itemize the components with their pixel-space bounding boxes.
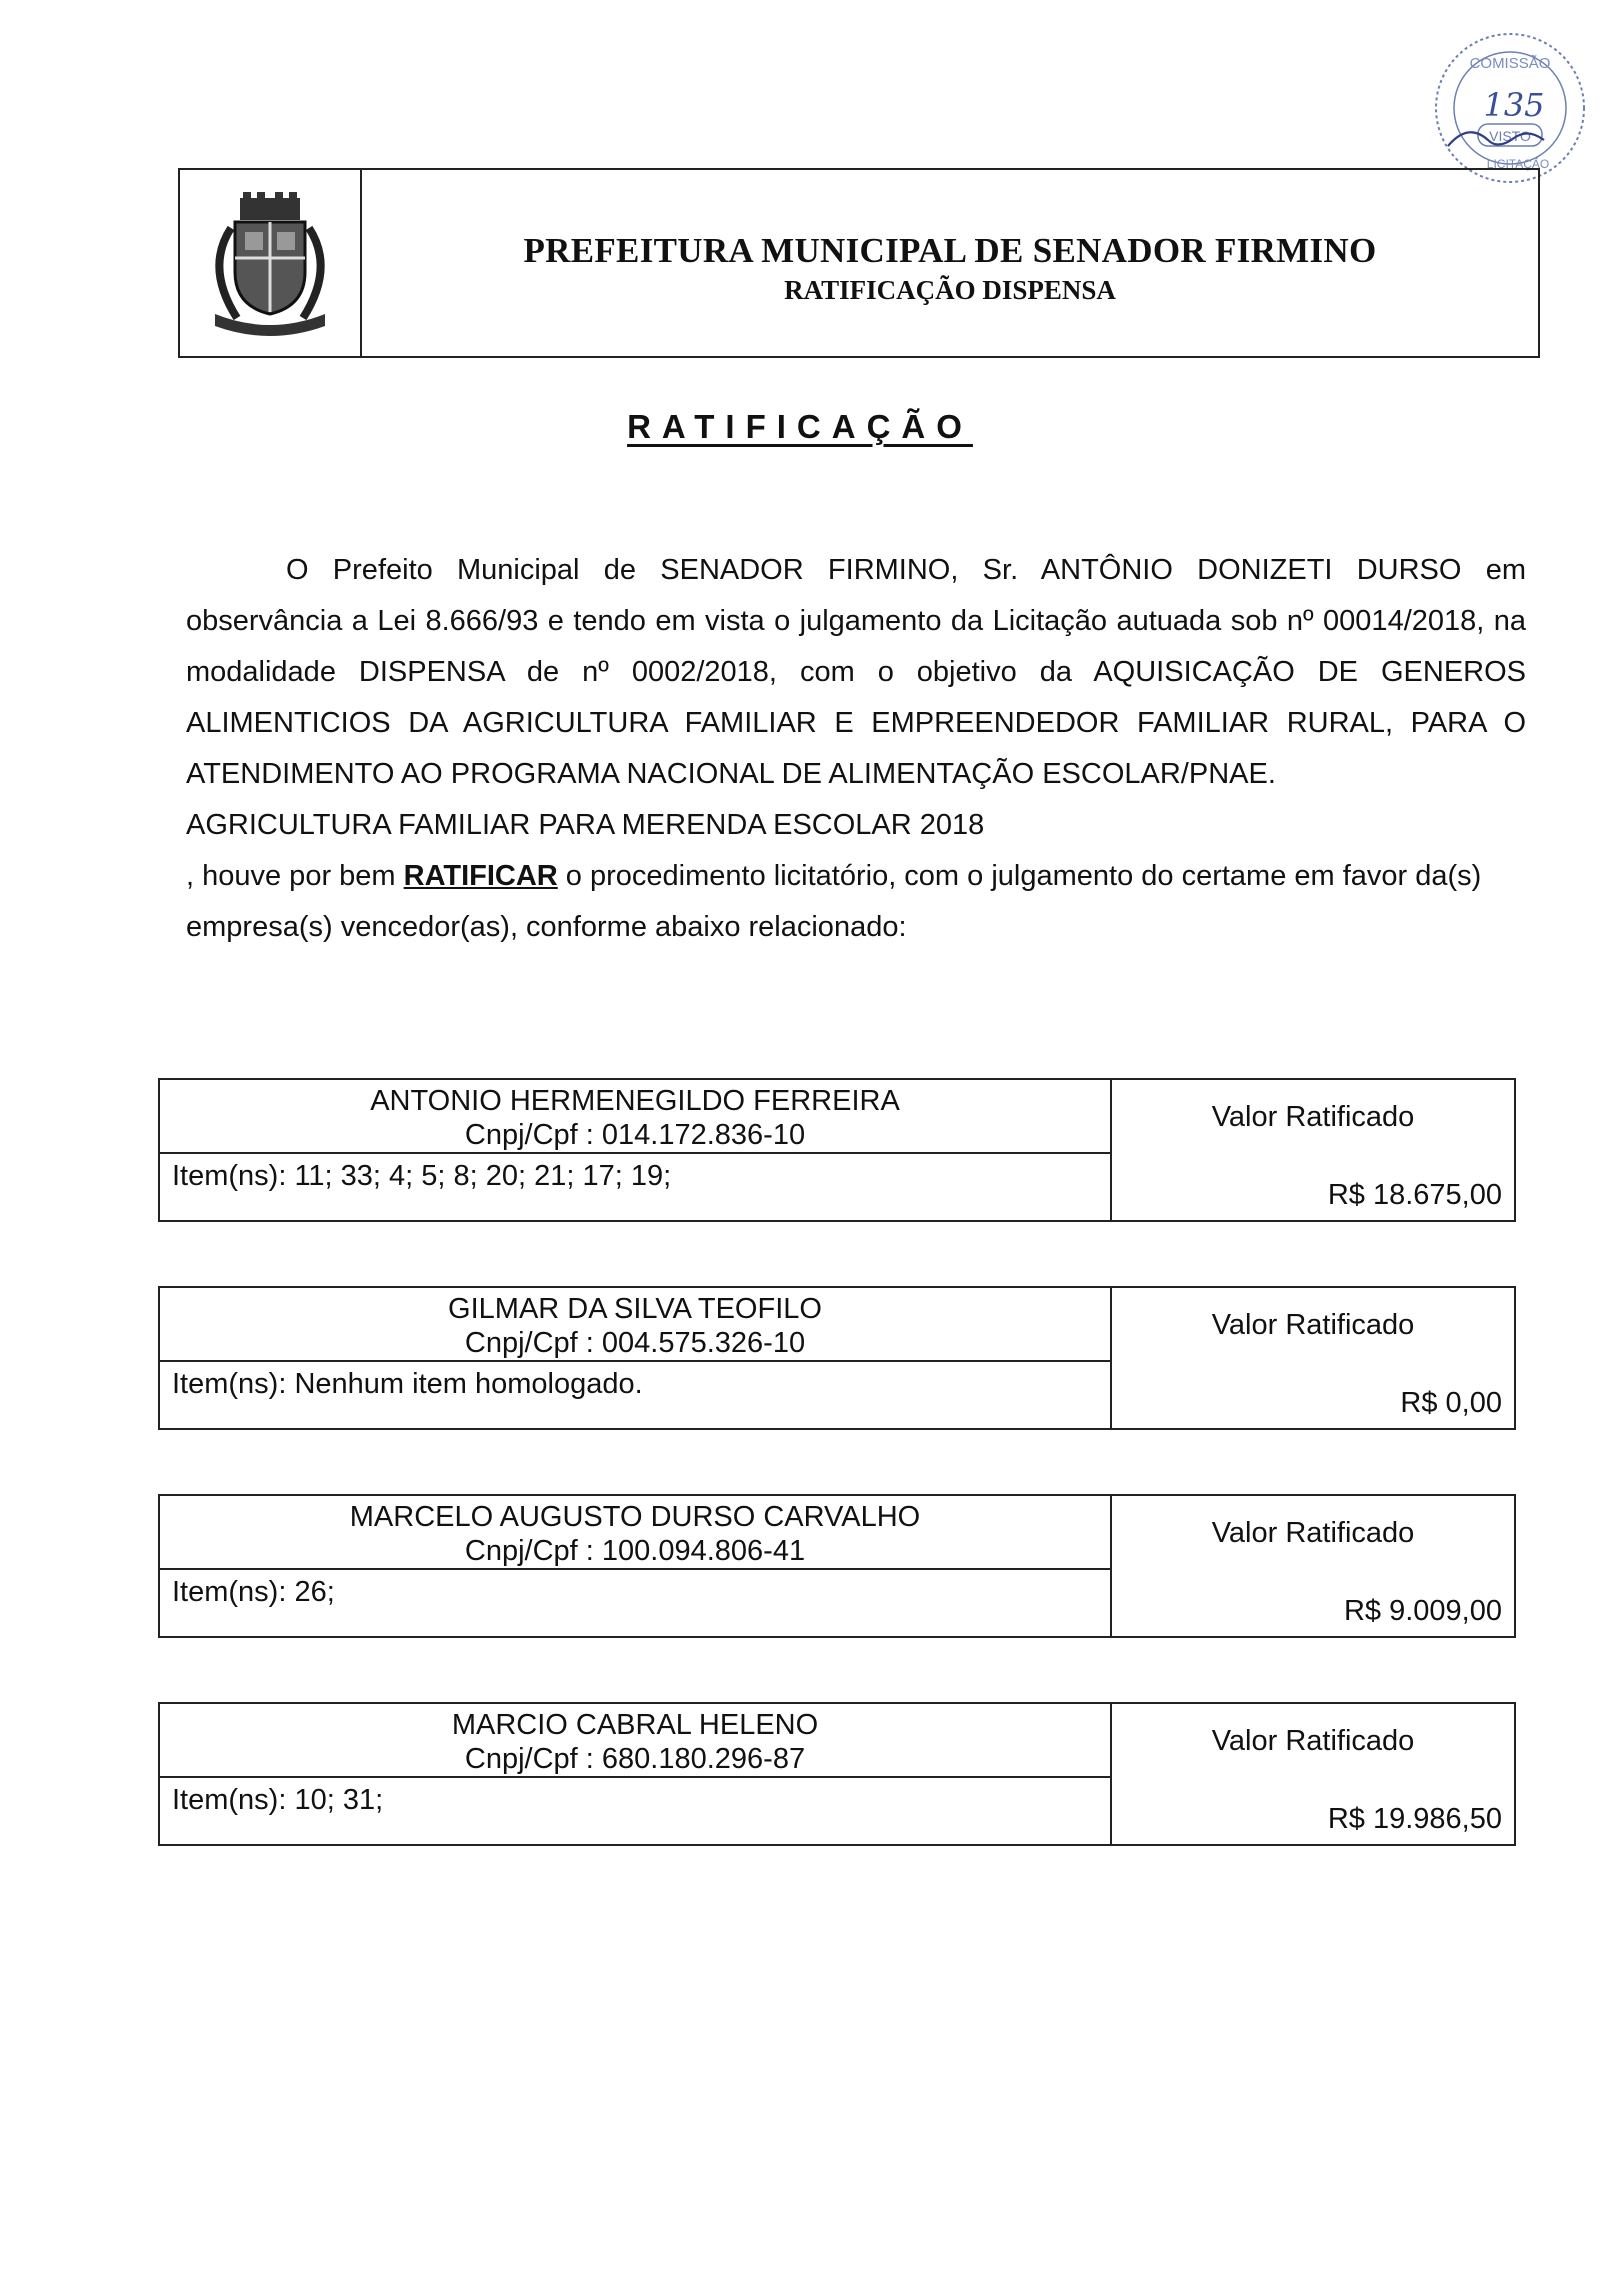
ratificar-keyword: RATIFICAR <box>403 860 558 892</box>
ratified-value: R$ 19.986,50 <box>1327 1803 1502 1835</box>
winner-items: Item(ns): Nenhum item homologado. <box>160 1362 1112 1428</box>
ratification-statement-end: o procedimento licitatório, com o julgamento do certame em favor da(s) empresa(s) vencedor(as), conforme abaixo relacionado: <box>186 860 1482 943</box>
stamp-page-number: 135 <box>1483 86 1545 124</box>
winner-table <box>158 1078 1516 1222</box>
winner-name: ANTONIO HERMENEGILDO FERREIRA <box>370 1085 900 1117</box>
municipality-title: PREFEITURA MUNICIPAL DE SENADOR FIRMINO <box>523 230 1377 270</box>
document-body <box>186 545 1526 953</box>
value-label: Valor Ratificado <box>1211 1724 1415 1757</box>
winner-cnpj: Cnpj/Cpf : 014.172.836-10 <box>464 1119 806 1151</box>
stamp-top-text: COMISSÃO <box>1469 55 1551 72</box>
winner-name-cell <box>160 1496 1112 1570</box>
winner-items: Item(ns): 10; 31; <box>160 1778 1112 1844</box>
winner-items: Item(ns): 11; 33; 4; 5; 8; 20; 21; 17; 19; <box>160 1154 1112 1220</box>
winner-cnpj: Cnpj/Cpf : 004.575.326-10 <box>464 1327 806 1359</box>
value-label: Valor Ratificado <box>1211 1516 1415 1549</box>
municipal-crest-cell <box>180 170 362 356</box>
ratification-statement <box>186 851 1526 953</box>
winner-table <box>158 1286 1516 1430</box>
commission-stamp <box>1430 28 1590 188</box>
winner-cnpj: Cnpj/Cpf : 100.094.806-41 <box>464 1535 806 1567</box>
winner-name: MARCELO AUGUSTO DURSO CARVALHO <box>349 1501 921 1533</box>
stamp-visto: VISTO <box>1489 128 1531 144</box>
ratification-statement-start: , houve por bem <box>186 860 404 892</box>
document-title <box>0 408 1600 446</box>
winner-name: GILMAR DA SILVA TEOFILO <box>448 1293 822 1325</box>
ratification-paragraph: O Prefeito Municipal de SENADOR FIRMINO, Sr. ANTÔNIO DONIZETI DURSO em observância a Lei 8.666/93 e tendo em vista o julgamento da Licitação autuada sob nº 00014/2018, na modalidade DISPENSA de nº 0002/2018, com o objetivo da AQUISICAÇÃO DE GENEROS ALIMENTICIOS DA AGRICULTURA FAMILIAR E EMPREENDEDOR FAMILIAR RURAL, PARA O ATENDIMENTO AO PROGRAMA NACIONAL DE ALIMENTAÇÃO ESCOLAR/PNAE. <box>186 554 1526 790</box>
document-title-text: RATIFICAÇÃO <box>627 408 973 445</box>
winner-name-cell <box>160 1288 1112 1362</box>
document-type-subtitle: RATIFICAÇÃO DISPENSA <box>784 274 1116 305</box>
document-header <box>178 168 1540 358</box>
stamp-bottom-text: LICITAÇÃO <box>1486 157 1550 171</box>
winner-name-cell <box>160 1704 1112 1778</box>
winner-table <box>158 1494 1516 1638</box>
program-line: AGRICULTURA FAMILIAR PARA MERENDA ESCOLAR 2018 <box>186 809 985 841</box>
value-label: Valor Ratificado <box>1211 1100 1415 1133</box>
winner-name-cell <box>160 1080 1112 1154</box>
value-label: Valor Ratificado <box>1211 1308 1415 1341</box>
ratified-value: R$ 18.675,00 <box>1327 1179 1502 1211</box>
winner-name: MARCIO CABRAL HELENO <box>451 1709 819 1741</box>
winner-items: Item(ns): 26; <box>160 1570 1112 1636</box>
ratified-value: R$ 9.009,00 <box>1343 1595 1502 1627</box>
municipal-crest-icon <box>195 188 345 338</box>
winner-table <box>158 1702 1516 1846</box>
winner-cnpj: Cnpj/Cpf : 680.180.296-87 <box>464 1743 806 1775</box>
ratified-value: R$ 0,00 <box>1400 1387 1502 1419</box>
